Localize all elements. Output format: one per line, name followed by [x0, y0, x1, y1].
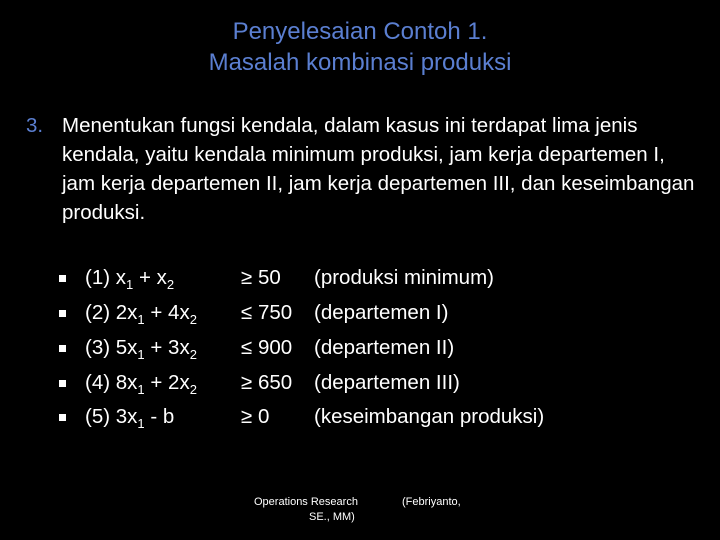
operator: +	[150, 371, 163, 394]
constraint-note: (departemen II)	[314, 336, 455, 359]
term-1: 3x	[115, 405, 138, 428]
square-bullet-icon	[59, 310, 66, 317]
constraint-expression	[85, 298, 197, 328]
term-1-subscript: 1	[137, 312, 145, 327]
term-1-subscript: 1	[137, 347, 145, 362]
square-bullet-icon	[59, 345, 66, 352]
constraint-note: (departemen I)	[314, 301, 449, 324]
constraint-row-2	[0, 298, 720, 332]
term-1: 5x	[115, 336, 138, 359]
constraint-row-4	[0, 368, 720, 402]
constraint-relation: ≥ 50	[241, 266, 281, 289]
operator: +	[138, 266, 151, 289]
term-1: 8x	[115, 371, 138, 394]
constraint-label: (5)	[85, 405, 111, 428]
constraint-label: (3)	[85, 336, 111, 359]
term-1: x	[115, 266, 127, 289]
square-bullet-icon	[59, 414, 66, 421]
constraint-row-5	[0, 402, 720, 436]
term-2: b	[162, 405, 175, 428]
square-bullet-icon	[59, 380, 66, 387]
constraint-expression	[85, 263, 174, 293]
constraint-note: (departemen III)	[314, 371, 460, 394]
slide-title-line-1: Penyelesaian Contoh 1.	[232, 18, 488, 45]
constraint-relation: ≤ 750	[241, 301, 293, 324]
term-1-subscript: 1	[137, 382, 145, 397]
constraint-note: (produksi minimum)	[314, 266, 494, 289]
footer-source-line-2: SE., MM)	[309, 511, 355, 523]
point-text: Menentukan fungsi kendala, dalam kasus ini terdapat lima jenis kendala, yaitu kendala minimum produksi, jam kerja departemen I, jam kerja departemen II, jam kerja departemen III, dan keseimbangan produksi.	[62, 114, 695, 224]
constraint-expression	[85, 368, 197, 398]
constraint-label: (2)	[85, 301, 111, 324]
term-1-subscript: 1	[126, 277, 134, 292]
term-2-subscript: 2	[189, 382, 197, 397]
slide-title-line-2: Masalah kombinasi produksi	[208, 49, 512, 76]
term-2-subscript: 2	[189, 347, 197, 362]
operator: +	[150, 336, 163, 359]
term-2: 4x	[168, 301, 190, 324]
term-1-subscript: 1	[137, 416, 145, 431]
constraint-row-3	[0, 333, 720, 367]
operator: +	[150, 301, 163, 324]
footer-source-left: Operations Research	[254, 496, 358, 508]
term-1: 2x	[115, 301, 138, 324]
constraint-relation: ≤ 900	[241, 336, 293, 359]
constraint-relation: ≥ 650	[241, 371, 293, 394]
constraint-relation: ≥ 0	[241, 405, 270, 428]
term-2-subscript: 2	[189, 312, 197, 327]
term-2: 2x	[168, 371, 190, 394]
constraint-note: (keseimbangan produksi)	[314, 405, 545, 428]
constraint-expression	[85, 333, 197, 363]
constraint-label: (4)	[85, 371, 111, 394]
constraint-row-1	[0, 263, 720, 297]
point-number: 3.	[26, 114, 44, 137]
term-2: x	[156, 266, 167, 289]
square-bullet-icon	[59, 275, 66, 282]
operator: -	[150, 405, 158, 428]
term-2-subscript: 2	[166, 277, 175, 292]
constraint-expression	[85, 402, 174, 432]
footer-source-right: (Febriyanto,	[402, 496, 461, 508]
constraint-label: (1)	[85, 266, 111, 289]
term-2: 3x	[168, 336, 190, 359]
